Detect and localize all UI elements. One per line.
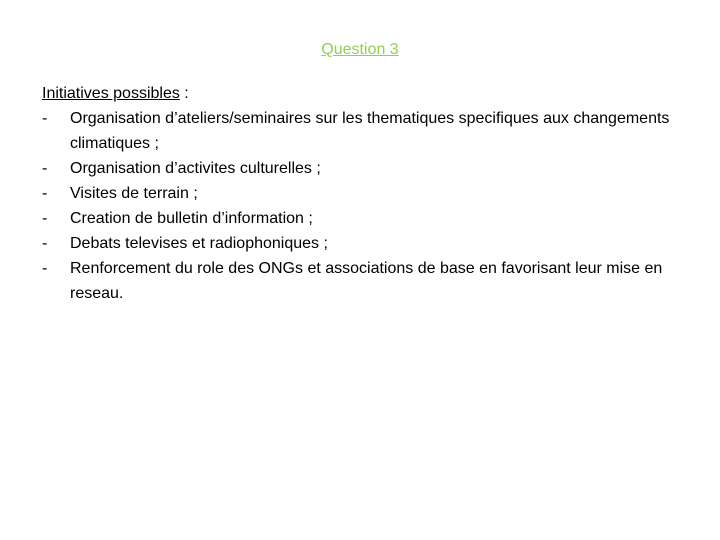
slide-title: Question 3 — [321, 41, 399, 58]
bullet-marker: - — [42, 160, 48, 177]
section-heading-suffix: : — [179, 85, 189, 102]
list-item — [42, 231, 682, 256]
list-item — [42, 206, 682, 231]
section-heading: Initiatives possibles — [42, 85, 180, 102]
slide-content — [42, 81, 682, 306]
list-item — [42, 181, 682, 206]
section-heading-line — [42, 81, 682, 106]
list-item-text: Organisation d’ateliers/seminaires sur les thematiques specifiques aux changements climatiques ; — [70, 110, 670, 152]
list-item-text: Organisation d’activites culturelles ; — [70, 160, 321, 177]
list-item — [42, 256, 682, 306]
list-item — [42, 106, 682, 156]
initiatives-list — [42, 106, 682, 306]
list-item — [42, 156, 682, 181]
list-item-text: Debats televises et radiophoniques ; — [70, 235, 328, 252]
bullet-marker: - — [42, 185, 48, 202]
list-item-text: Renforcement du role des ONGs et associations de base en favorisant leur mise en reseau. — [70, 260, 663, 302]
bullet-marker: - — [42, 110, 48, 127]
bullet-marker: - — [42, 235, 48, 252]
list-item-text: Creation de bulletin d’information ; — [70, 210, 313, 227]
bullet-marker: - — [42, 260, 48, 277]
list-item-text: Visites de terrain ; — [70, 185, 198, 202]
bullet-marker: - — [42, 210, 48, 227]
